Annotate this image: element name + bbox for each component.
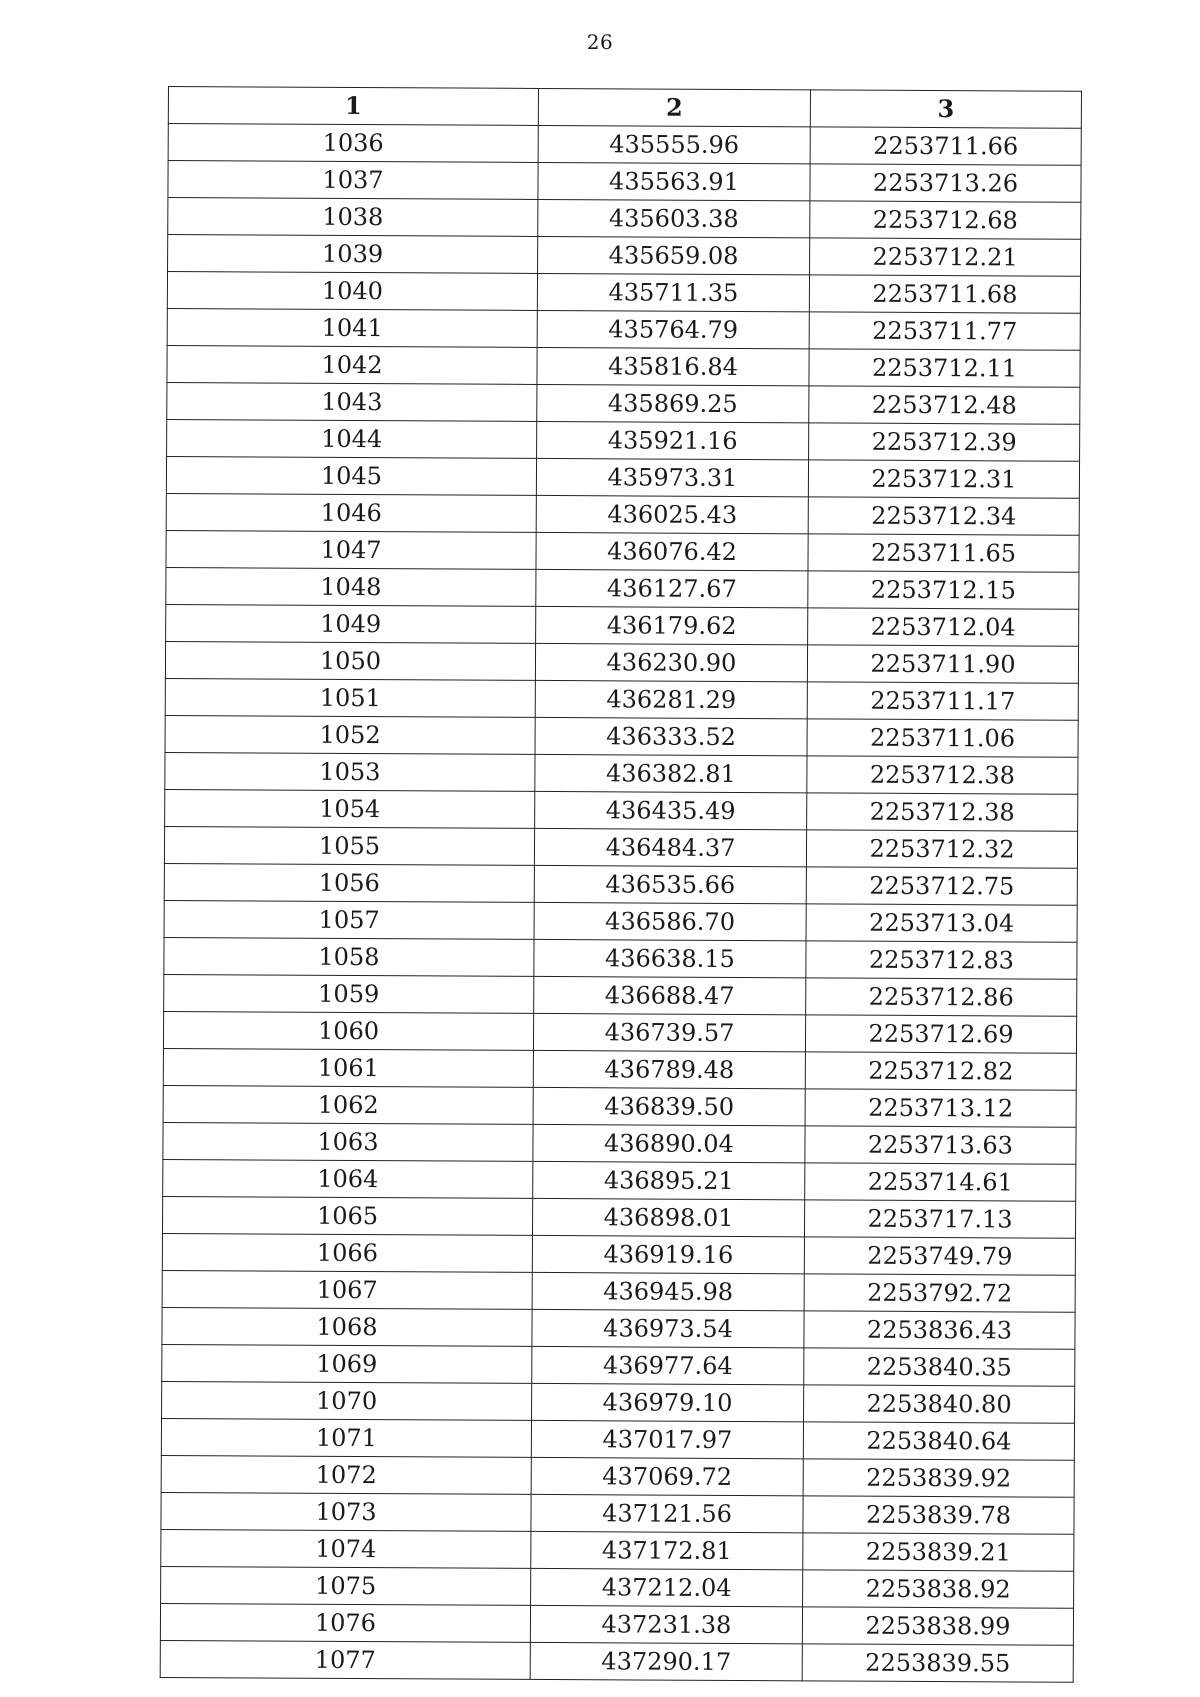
table-cell-col-1: 1074 <box>161 1529 531 1568</box>
table-row <box>167 419 1080 461</box>
table-cell-col-2: 435921.16 <box>537 421 809 459</box>
table-cell-col-3: 2253713.12 <box>805 1089 1076 1127</box>
table-cell-col-1: 1062 <box>163 1085 533 1124</box>
table-cell-col-3: 2253711.68 <box>809 275 1080 313</box>
table-cell-col-1: 1066 <box>162 1233 532 1272</box>
table-cell-col-3: 2253713.63 <box>805 1126 1076 1164</box>
table-cell-col-3: 2253712.86 <box>806 978 1077 1016</box>
table-row <box>167 308 1080 350</box>
table-row <box>165 752 1078 794</box>
table-row <box>161 1455 1074 1497</box>
table-cell-col-2: 436076.42 <box>536 532 808 570</box>
table-cell-col-2: 436739.57 <box>533 1013 805 1051</box>
coordinates-table-container <box>160 86 1081 1683</box>
table-cell-col-1: 1070 <box>162 1381 532 1420</box>
table-row <box>162 1381 1075 1423</box>
table-row <box>162 1270 1075 1312</box>
table-cell-col-3: 2253712.38 <box>807 793 1078 831</box>
table-row <box>160 1603 1073 1645</box>
table-cell-col-2: 435764.79 <box>537 310 809 348</box>
table-row <box>162 1344 1075 1386</box>
table-row <box>162 1233 1075 1275</box>
table-cell-col-1: 1063 <box>163 1122 533 1161</box>
table-cell-col-2: 437069.72 <box>531 1457 803 1495</box>
table-cell-col-1: 1054 <box>165 789 535 828</box>
table-row <box>166 456 1079 498</box>
table-cell-col-1: 1058 <box>164 937 534 976</box>
table-row <box>165 678 1078 720</box>
column-header-3: 3 <box>810 90 1081 128</box>
table-cell-col-1: 1061 <box>163 1048 533 1087</box>
table-row <box>165 715 1078 757</box>
table-cell-col-3: 2253712.21 <box>810 238 1081 276</box>
table-cell-col-1: 1048 <box>166 567 536 606</box>
table-cell-col-3: 2253839.92 <box>803 1459 1074 1497</box>
table-cell-col-3: 2253711.65 <box>808 534 1079 572</box>
table-cell-col-2: 436435.49 <box>535 791 807 829</box>
table-cell-col-3: 2253838.99 <box>802 1607 1073 1645</box>
table-cell-col-2: 435563.91 <box>538 162 810 200</box>
table-cell-col-3: 2253749.79 <box>804 1237 1075 1275</box>
table-row <box>166 530 1079 572</box>
table-cell-col-2: 436484.37 <box>534 828 806 866</box>
table-cell-col-2: 435555.96 <box>538 125 810 163</box>
table-row <box>164 826 1077 868</box>
table-cell-col-3: 2253838.92 <box>803 1570 1074 1608</box>
table-cell-col-1: 1055 <box>164 826 534 865</box>
table-row <box>161 1418 1074 1460</box>
table-cell-col-3: 2253711.17 <box>807 682 1078 720</box>
table-cell-col-2: 436638.15 <box>534 939 806 977</box>
table-row <box>167 272 1080 314</box>
table-cell-col-2: 436890.04 <box>533 1124 805 1162</box>
table-cell-col-2: 436839.50 <box>533 1087 805 1125</box>
table-cell-col-3: 2253712.11 <box>809 349 1080 387</box>
table-cell-col-3: 2253712.31 <box>808 460 1079 498</box>
table-row <box>164 974 1077 1016</box>
table-cell-col-1: 1051 <box>165 678 535 717</box>
table-cell-col-2: 436977.64 <box>532 1346 804 1384</box>
table-cell-col-2: 435869.25 <box>537 384 809 422</box>
table-cell-col-1: 1053 <box>165 752 535 791</box>
table-row <box>163 1159 1076 1201</box>
table-cell-col-1: 1039 <box>168 235 538 274</box>
page-number: 26 <box>586 30 614 54</box>
table-cell-col-1: 1040 <box>167 272 537 311</box>
table-row <box>160 1640 1073 1682</box>
table-cell-col-3: 2253840.35 <box>804 1348 1075 1386</box>
table-row <box>161 1566 1074 1608</box>
table-row <box>166 604 1079 646</box>
table-cell-col-3: 2253711.06 <box>807 719 1078 757</box>
table-cell-col-1: 1044 <box>167 419 537 458</box>
table-cell-col-2: 435711.35 <box>537 273 809 311</box>
table-row <box>168 124 1081 166</box>
table-cell-col-2: 436973.54 <box>532 1309 804 1347</box>
table-cell-col-2: 436535.66 <box>534 865 806 903</box>
table-cell-col-1: 1047 <box>166 530 536 569</box>
table-cell-col-1: 1043 <box>167 382 537 421</box>
table-cell-col-1: 1045 <box>166 456 536 495</box>
table-row <box>164 900 1077 942</box>
table-cell-col-3: 2253711.90 <box>807 645 1078 683</box>
table-cell-col-3: 2253839.21 <box>803 1533 1074 1571</box>
table-row <box>163 1122 1076 1164</box>
table-cell-col-1: 1064 <box>163 1159 533 1198</box>
table-cell-col-3: 2253712.15 <box>808 571 1079 609</box>
table-cell-col-2: 436979.10 <box>532 1383 804 1421</box>
table-row <box>161 1529 1074 1571</box>
table-cell-col-1: 1060 <box>163 1011 533 1050</box>
table-row <box>168 198 1081 240</box>
table-cell-col-2: 437017.97 <box>531 1420 803 1458</box>
coordinates-table <box>160 86 1082 1683</box>
table-row <box>164 937 1077 979</box>
table-row <box>168 161 1081 203</box>
table-cell-col-1: 1052 <box>165 715 535 754</box>
column-header-1: 1 <box>168 87 538 126</box>
table-cell-col-3: 2253712.48 <box>809 386 1080 424</box>
table-cell-col-3: 2253840.64 <box>803 1422 1074 1460</box>
table-cell-col-2: 437231.38 <box>530 1605 802 1643</box>
table-row <box>165 641 1078 683</box>
table-cell-col-3: 2253792.72 <box>804 1274 1075 1312</box>
table-cell-col-1: 1059 <box>164 974 534 1013</box>
table-cell-col-1: 1077 <box>160 1640 530 1679</box>
table-cell-col-1: 1049 <box>166 604 536 643</box>
table-cell-col-3: 2253717.13 <box>804 1200 1075 1238</box>
table-row <box>163 1085 1076 1127</box>
table-cell-col-2: 437172.81 <box>531 1531 803 1569</box>
table-cell-col-2: 436688.47 <box>534 976 806 1014</box>
table-cell-col-1: 1076 <box>160 1603 530 1642</box>
table-cell-col-3: 2253713.04 <box>806 904 1077 942</box>
table-cell-col-2: 436230.90 <box>535 643 807 681</box>
table-cell-col-3: 2253712.82 <box>805 1052 1076 1090</box>
table-cell-col-1: 1073 <box>161 1492 531 1531</box>
table-row <box>163 1011 1076 1053</box>
table-cell-col-2: 436895.21 <box>533 1161 805 1199</box>
table-cell-col-3: 2253711.77 <box>809 312 1080 350</box>
table-body <box>160 124 1081 1683</box>
table-row <box>165 789 1078 831</box>
table-cell-col-3: 2253712.69 <box>805 1015 1076 1053</box>
table-cell-col-1: 1046 <box>166 493 536 532</box>
table-cell-col-1: 1038 <box>168 198 538 237</box>
table-header-row <box>168 87 1081 129</box>
table-cell-col-3: 2253711.66 <box>810 127 1081 165</box>
table-row <box>163 1048 1076 1090</box>
table-cell-col-1: 1072 <box>161 1455 531 1494</box>
table-cell-col-3: 2253712.39 <box>809 423 1080 461</box>
table-cell-col-1: 1067 <box>162 1270 532 1309</box>
table-cell-col-2: 436025.43 <box>536 495 808 533</box>
table-row <box>166 493 1079 535</box>
table-cell-col-2: 435603.38 <box>538 199 810 237</box>
table-cell-col-2: 437121.56 <box>531 1494 803 1532</box>
table-cell-col-1: 1036 <box>168 124 538 163</box>
table-cell-col-3: 2253714.61 <box>805 1163 1076 1201</box>
table-cell-col-2: 435659.08 <box>538 236 810 274</box>
table-cell-col-3: 2253839.55 <box>802 1644 1073 1682</box>
table-cell-col-1: 1050 <box>165 641 535 680</box>
table-cell-col-2: 436281.29 <box>535 680 807 718</box>
table-row <box>167 345 1080 387</box>
table-cell-col-3: 2253712.34 <box>808 497 1079 535</box>
table-cell-col-2: 435816.84 <box>537 347 809 385</box>
table-cell-col-2: 436898.01 <box>532 1198 804 1236</box>
table-cell-col-1: 1068 <box>162 1307 532 1346</box>
table-cell-col-1: 1057 <box>164 900 534 939</box>
table-cell-col-1: 1041 <box>167 308 537 347</box>
table-cell-col-1: 1065 <box>162 1196 532 1235</box>
table-cell-col-2: 436127.67 <box>536 569 808 607</box>
table-cell-col-2: 436586.70 <box>534 902 806 940</box>
table-cell-col-3: 2253712.32 <box>806 830 1077 868</box>
table-cell-col-2: 435973.31 <box>536 458 808 496</box>
table-cell-col-2: 436333.52 <box>535 717 807 755</box>
table-cell-col-3: 2253712.83 <box>806 941 1077 979</box>
table-cell-col-1: 1037 <box>168 161 538 200</box>
table-row <box>162 1307 1075 1349</box>
table-cell-col-3: 2253712.04 <box>808 608 1079 646</box>
table-cell-col-3: 2253839.78 <box>803 1496 1074 1534</box>
table-header <box>168 87 1081 129</box>
table-cell-col-1: 1069 <box>162 1344 532 1383</box>
table-cell-col-2: 436945.98 <box>532 1272 804 1310</box>
table-row <box>164 863 1077 905</box>
table-cell-col-2: 436789.48 <box>533 1050 805 1088</box>
table-cell-col-3: 2253836.43 <box>804 1311 1075 1349</box>
table-cell-col-3: 2253712.38 <box>807 756 1078 794</box>
table-cell-col-2: 437290.17 <box>530 1642 802 1680</box>
table-row <box>166 567 1079 609</box>
table-row <box>161 1492 1074 1534</box>
table-cell-col-2: 436919.16 <box>532 1235 804 1273</box>
table-cell-col-3: 2253713.26 <box>810 164 1081 202</box>
table-cell-col-3: 2253712.68 <box>810 201 1081 239</box>
table-cell-col-1: 1056 <box>164 863 534 902</box>
table-cell-col-1: 1071 <box>161 1418 531 1457</box>
table-cell-col-2: 436179.62 <box>536 606 808 644</box>
table-cell-col-2: 436382.81 <box>535 754 807 792</box>
table-cell-col-3: 2253840.80 <box>804 1385 1075 1423</box>
table-row <box>167 382 1080 424</box>
table-cell-col-2: 437212.04 <box>531 1568 803 1606</box>
table-row <box>168 235 1081 277</box>
table-cell-col-1: 1042 <box>167 345 537 384</box>
table-cell-col-1: 1075 <box>161 1566 531 1605</box>
table-cell-col-3: 2253712.75 <box>806 867 1077 905</box>
table-row <box>162 1196 1075 1238</box>
column-header-2: 2 <box>538 88 810 126</box>
